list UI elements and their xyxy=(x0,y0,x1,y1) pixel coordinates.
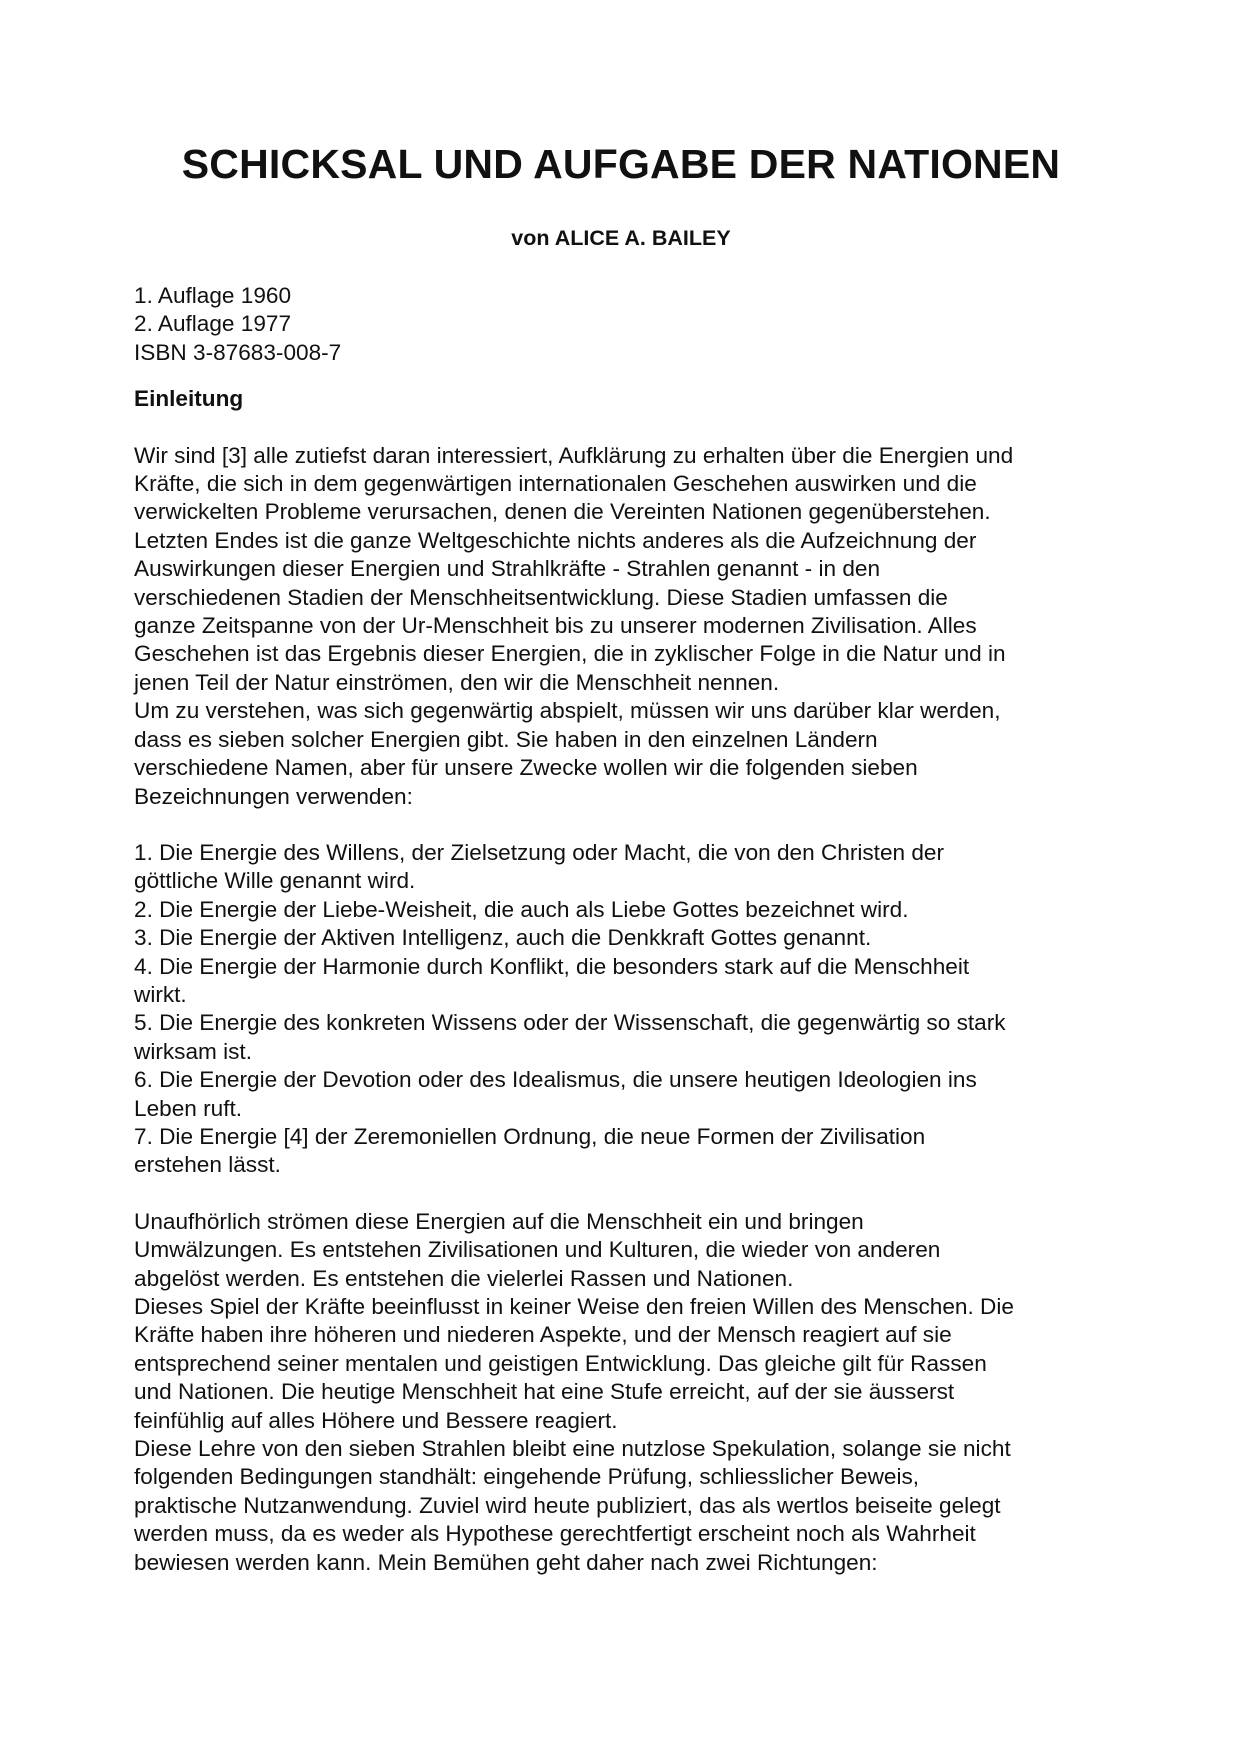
text-line: praktische Nutzanwendung. Zuviel wird heute publiziert, das als wertlos beiseite gelegt xyxy=(134,1492,1001,1518)
list-item: göttliche Wille genannt wird. xyxy=(134,868,416,894)
list-item: Leben ruft. xyxy=(134,1095,243,1121)
text-line: bewiesen werden kann. Mein Bemühen geht daher nach zwei Richtungen: xyxy=(134,1549,878,1575)
section-heading: Einleitung xyxy=(134,386,244,412)
text-line: verwickelten Probleme verursachen, denen die Vereinten Nationen gegenüberstehen. xyxy=(134,499,991,525)
text-line: Kräfte haben ihre höheren und niederen Aspekte, und der Mensch reagiert auf sie xyxy=(134,1322,952,1348)
list-item: 3. Die Energie der Aktiven Intelligenz, auch die Denkkraft Gottes genannt. xyxy=(134,925,872,951)
text-line: Umwälzungen. Es entstehen Zivilisationen und Kulturen, die wieder von anderen xyxy=(134,1237,941,1263)
text-line: Kräfte, die sich in dem gegenwärtigen internationalen Geschehen auswirken und die xyxy=(134,471,977,497)
text-line: werden muss, da es weder als Hypothese gerechtfertigt erscheint noch als Wahrheit xyxy=(134,1521,976,1547)
text-line: dass es sieben solcher Energien gibt. Sie haben in den einzelnen Ländern xyxy=(134,726,878,752)
text-line: Geschehen ist das Ergebnis dieser Energien, die in zyklischer Folge in die Natur und in xyxy=(134,641,1006,667)
text-line: verschiedene Namen, aber für unsere Zwecke wollen wir die folgenden sieben xyxy=(134,755,918,781)
text-line: Auswirkungen dieser Energien und Strahlkräfte - Strahlen genannt - in den xyxy=(134,556,881,582)
document-title: SCHICKSAL UND AUFGABE DER NATIONEN xyxy=(181,141,1061,187)
text-line: jenen Teil der Natur einströmen, den wir die Menschheit nennen. xyxy=(134,669,780,695)
text-line: abgelöst werden. Es entstehen die vielerlei Rassen und Nationen. xyxy=(134,1265,794,1291)
text-line: Wir sind [3] alle zutiefst daran interessiert, Aufklärung zu erhalten über die Energien und xyxy=(134,442,1014,468)
text-line: Diese Lehre von den sieben Strahlen bleibt eine nutzlose Spekulation, solange sie nicht xyxy=(134,1436,1011,1462)
edition-block xyxy=(134,282,1134,367)
list-item: 7. Die Energie [4] der Zeremoniellen Ordnung, die neue Formen der Zivilisation xyxy=(134,1123,926,1149)
energies-list xyxy=(134,839,1134,1180)
text-line: Um zu verstehen, was sich gegenwärtig abspielt, müssen wir uns darüber klar werden, xyxy=(134,698,1001,724)
text-line: entsprechend seiner mentalen und geistigen Entwicklung. Das gleiche gilt für Rassen xyxy=(134,1350,987,1376)
text-line: Letzten Endes ist die ganze Weltgeschichte nichts anderes als die Aufzeichnung der xyxy=(134,527,977,553)
text-line: Dieses Spiel der Kräfte beeinflusst in keiner Weise den freien Willen des Menschen. Die xyxy=(134,1294,1014,1319)
text-line: ganze Zeitspanne von der Ur-Menschheit bis zu unserer modernen Zivilisation. Alles xyxy=(134,613,977,639)
edition-line: 1. Auflage 1960 xyxy=(134,283,292,308)
text-line: Unaufhörlich strömen diese Energien auf die Menschheit ein und bringen xyxy=(134,1208,864,1234)
edition-line: 2. Auflage 1977 xyxy=(134,311,292,337)
text-line: Bezeichnungen verwenden: xyxy=(134,783,413,809)
text-line: und Nationen. Die heutige Menschheit hat eine Stufe erreicht, auf der sie äusserst xyxy=(134,1379,955,1405)
list-item: wirkt. xyxy=(134,981,187,1007)
author-line: von ALICE A. BAILEY xyxy=(511,226,731,250)
document-body xyxy=(134,282,1134,1577)
list-item: 6. Die Energie der Devotion oder des Idealismus, die unsere heutigen Ideologien ins xyxy=(134,1067,977,1093)
list-item: 2. Die Energie der Liebe-Weisheit, die auch als Liebe Gottes bezeichnet wird. xyxy=(134,896,909,922)
list-item: 4. Die Energie der Harmonie durch Konflikt, die besonders stark auf die Menschheit xyxy=(134,953,970,979)
text-line: feinfühlig auf alles Höhere und Bessere reagiert. xyxy=(134,1407,618,1433)
text-line: verschiedenen Stadien der Menschheitsentwicklung. Diese Stadien umfassen die xyxy=(134,584,948,610)
intro-paragraph xyxy=(134,442,1134,811)
text-line: folgenden Bedingungen standhält: eingehende Prüfung, schliesslicher Beweis, xyxy=(134,1464,920,1490)
list-item: wirksam ist. xyxy=(134,1038,252,1064)
list-item: 1. Die Energie des Willens, der Zielsetzung oder Macht, die von den Christen der xyxy=(134,839,945,865)
list-item: erstehen lässt. xyxy=(134,1152,281,1178)
closing-paragraph xyxy=(134,1208,1134,1577)
list-item: 5. Die Energie des konkreten Wissens oder der Wissenschaft, die gegenwärtig so stark xyxy=(134,1010,1006,1036)
isbn-line: ISBN 3-87683-008-7 xyxy=(134,339,342,365)
